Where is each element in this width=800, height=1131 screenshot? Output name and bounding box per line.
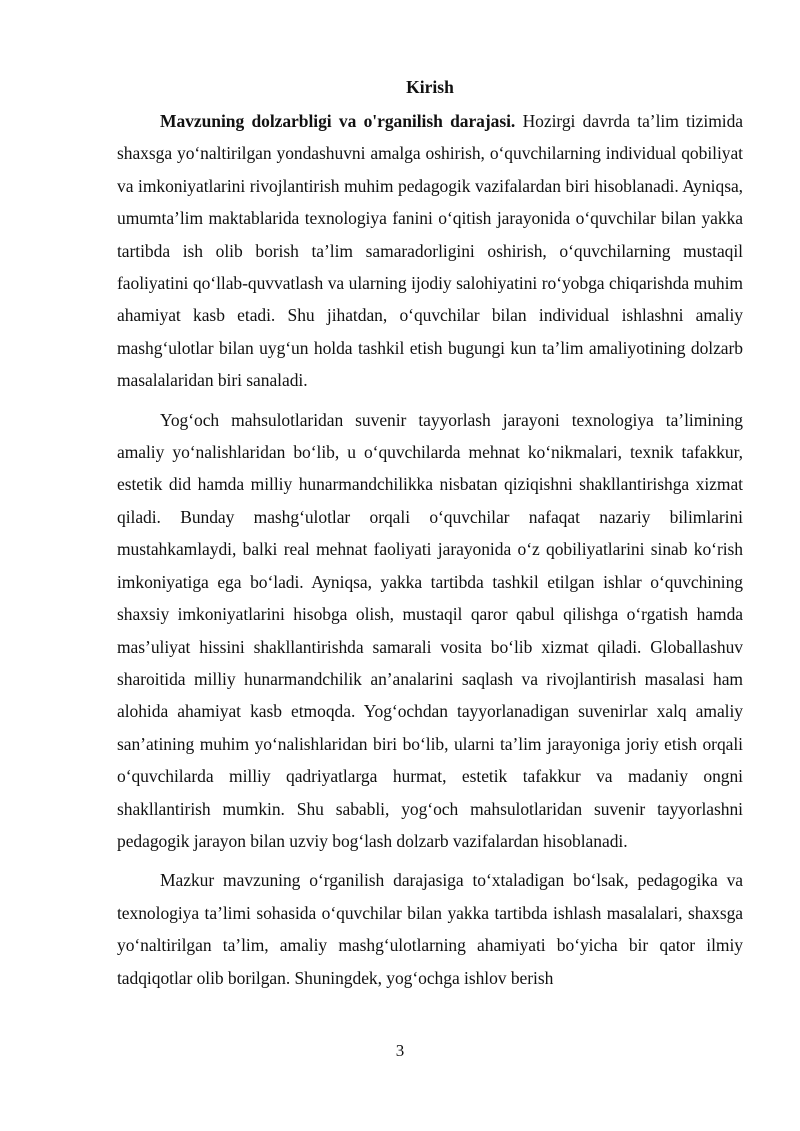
paragraph-text: Yog‘och mahsulotlaridan suvenir tayyorlash jarayoni texnologiya ta’limining amaliy yo‘nalishlaridan bo‘lib, u o‘quvchilarda mehnat ko‘nikmalari, texnik tafakkur, estetik did hamda milliy hunarmandchilikka nisbatan qiziqishni shakllantirishga xizmat qiladi. Bunday mashg‘ulotlar orqali o‘quvchilar nafaqat nazariy bilimlarini mustahkamlaydi, balki real mehnat faoliyati jarayonida o‘z qobiliyatlarini sinab ko‘rish imkoniyatiga ega bo‘ladi. Ayniqsa, yakka tartibda tashkil etilgan ishlar o‘quvchining shaxsiy imkoniyatlarini hisobga olish, mustaqil qaror qabul qilishga o‘rgatish hamda mas’uliyat hissini shakllantirishda samarali vosita bo‘lib xizmat qiladi. Globallashuv sharoitida milliy hunarmandchilik an’analarini saqlash va rivojlantirish masalasi ham alohida ahamiyat kasb etmoqda. Yog‘ochdan tayyorlanadigan suvenirlar xalq amaliy san’atining muhim yo‘nalishlaridan biri bo‘lib, ularni ta’lim jarayoniga joriy etish orqali o‘quvchilarda milliy qadriyatlarga hurmat, estetik tafakkur va madaniy ongni shakllantirish mumkin. Shu sababli, yog‘och mahsulotlaridan suvenir tayyorlashni pedagogik jarayon bilan uzviy bog‘lash dolzarb vazifalardan hisoblanadi. <box>117 409 743 851</box>
paragraph-wood-souvenirs <box>117 404 743 858</box>
paragraph-lead: Mavzuning dolzarbligi va o'rganilish darajasi. <box>160 111 516 131</box>
paragraph-text: Mazkur mavzuning o‘rganilish darajasiga to‘xtaladigan bo‘lsak, pedagogika va texnologiya ta’limi sohasida o‘quvchilar bilan yakka tartibda ishlash masalalari, shaxsga yo‘naltirilgan ta’lim, amaliy mashg‘ulotlarning ahamiyati bo‘yicha bir qator ilmiy tadqiqotlar olib borilgan. Shuningdek, yog‘ochga ishlov berish <box>117 870 743 988</box>
page-number: 3 <box>395 1041 405 1060</box>
paragraph-relevance <box>117 105 743 397</box>
document-page <box>117 74 743 1001</box>
paragraph-study-level <box>117 864 743 994</box>
paragraph-text: Hozirgi davrda ta’lim tizimida shaxsga yo‘naltirilgan yondashuvni amalga oshirish, o‘quvchilarning individual qobiliyat va imkoniyatlarini rivojlantirish muhim pedagogik vazifalardan biri hisoblanadi. Ayniqsa, umumta’lim maktablarida texnologiya fanini o‘qitish jarayonida o‘quvchilar bilan yakka tartibda ish olib borish ta’lim samaradorligini oshirish, o‘quvchilarning mustaqil faoliyatini qo‘llab-quvvatlash va ularning ijodiy salohiyatini ro‘yobga chiqarishda muhim ahamiyat kasb etadi. Shu jihatdan, o‘quvchilar bilan individual ishlashni amaliy mashg‘ulotlar bilan uyg‘un holda tashkil etish bugungi kun ta’lim amaliyotining dolzarb masalalaridan biri sanaladi. <box>117 111 743 391</box>
section-heading: Kirish <box>406 77 454 97</box>
